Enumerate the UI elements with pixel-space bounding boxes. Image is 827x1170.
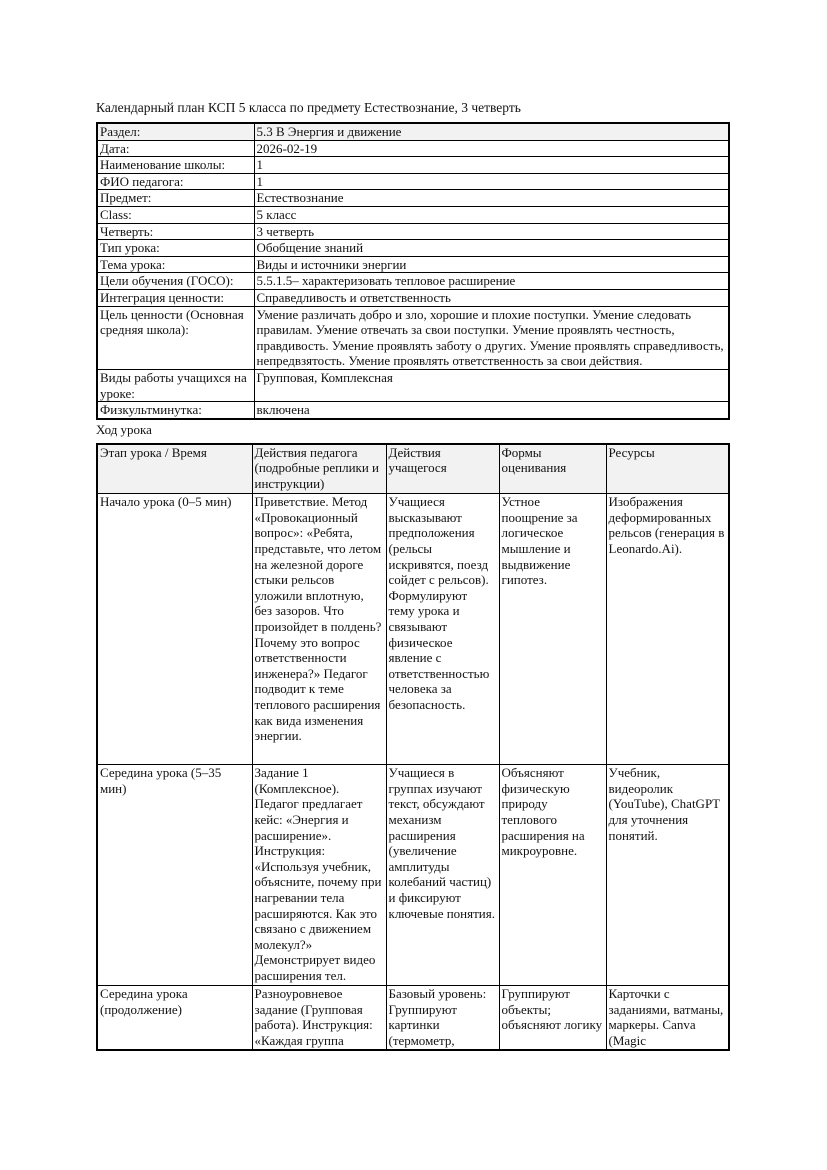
lesson-header-assessment: Формы оценивания	[499, 444, 606, 494]
info-value: 3 четверть	[254, 223, 729, 240]
lesson-cell-student: Учащиеся в группах изучают текст, обсуждают механизм расширения (увеличение амплитуды колебаний частиц) и фиксируют ключевые понятия.	[386, 765, 499, 986]
lesson-cell-teacher: Приветствие. Метод «Провокационный вопрос»: «Ребята, представьте, что летом на железной дороге стыки рельсов уложили вплотную, без зазоров. Что произойдет в полдень? Почему это вопрос ответственности инженера?» Педагог подводит к теме теплового расширения как вида изменения энергии.	[252, 494, 386, 765]
info-value: Справедливость и ответственность	[254, 289, 729, 306]
lesson-header-stage: Этап урока / Время	[97, 444, 252, 494]
info-label: Виды работы учащихся на уроке:	[97, 369, 254, 401]
info-row-razdel	[97, 123, 729, 140]
lesson-cell-assessment: Объясняют физическую природу теплового расширения на микроуровне.	[499, 765, 606, 986]
info-label: Дата:	[97, 140, 254, 157]
info-label: ФИО педагога:	[97, 173, 254, 190]
info-label: Class:	[97, 206, 254, 223]
info-row-subject	[97, 190, 729, 207]
lesson-cell-resources: Карточки с заданиями, ватманы, маркеры. Canva (Magic	[606, 986, 729, 1050]
info-value: 5.3 В Энергия и движение	[254, 123, 729, 140]
info-label: Интеграция ценности:	[97, 289, 254, 306]
info-value: 2026-02-19	[254, 140, 729, 157]
info-label: Тип урока:	[97, 240, 254, 257]
info-value: 1	[254, 157, 729, 174]
info-row-values-integration	[97, 289, 729, 306]
info-value: Обобщение знаний	[254, 240, 729, 257]
info-value: Умение различать добро и зло, хорошие и плохие поступки. Умение следовать правилам. Умение отвечать за свои поступки. Умение проявлять честность, правдивость. Умение проявлять заботу о других. Умение проявлять справедливость, непредвзятость. Умение проявлять ответственность за свои действия.	[254, 306, 729, 369]
info-label: Четверть:	[97, 223, 254, 240]
info-row-lesson-type	[97, 240, 729, 257]
info-row-work-types	[97, 369, 729, 401]
info-row-lesson-topic	[97, 256, 729, 273]
info-value: включена	[254, 402, 729, 419]
lesson-header-row	[97, 444, 729, 494]
lesson-cell-resources: Учебник, видеоролик (YouTube), ChatGPT для уточнения понятий.	[606, 765, 729, 986]
lesson-header-resources: Ресурсы	[606, 444, 729, 494]
lesson-row-middle	[97, 765, 729, 986]
info-value: Групповая, Комплексная	[254, 369, 729, 401]
page-content	[96, 0, 728, 1051]
info-label: Наименование школы:	[97, 157, 254, 174]
info-row-goals	[97, 273, 729, 290]
lesson-cell-assessment: Группируют объекты; объясняют логику	[499, 986, 606, 1050]
info-label: Тема урока:	[97, 256, 254, 273]
info-row-teacher	[97, 173, 729, 190]
lesson-header-student-actions: Действия учащегося	[386, 444, 499, 494]
lesson-row-middle-continued	[97, 986, 729, 1050]
info-label: Физкультминутка:	[97, 402, 254, 419]
info-value: 5 класс	[254, 206, 729, 223]
lesson-cell-resources: Изображения деформированных рельсов (генерация в Leonardo.Ai).	[606, 494, 729, 765]
info-label: Цели обучения (ГОСО):	[97, 273, 254, 290]
lesson-cell-student: Базовый уровень: Группируют картинки (термометр,	[386, 986, 499, 1050]
info-label: Предмет:	[97, 190, 254, 207]
info-row-quarter	[97, 223, 729, 240]
lesson-cell-teacher: Задание 1 (Комплексное). Педагог предлагает кейс: «Энергия и расширение». Инструкция: «Используя учебник, объясните, почему при нагревании тела расширяются. Как это связано с движением молекул?» Демонстрирует видео расширения тел.	[252, 765, 386, 986]
info-label: Раздел:	[97, 123, 254, 140]
info-row-value-goal	[97, 306, 729, 369]
info-table	[96, 122, 730, 420]
lesson-cell-stage: Начало урока (0–5 мин)	[97, 494, 252, 765]
lesson-cell-stage: Середина урока (продолжение)	[97, 986, 252, 1050]
lesson-table	[96, 443, 730, 1051]
info-row-fizkultminutka	[97, 402, 729, 419]
lesson-row-start	[97, 494, 729, 765]
lesson-cell-teacher: Разноуровневое задание (Групповая работа). Инструкция: «Каждая группа	[252, 986, 386, 1050]
info-value: 1	[254, 173, 729, 190]
lesson-cell-stage: Середина урока (5–35 мин)	[97, 765, 252, 986]
info-row-data	[97, 140, 729, 157]
lesson-flow-heading: Ход урока	[96, 421, 152, 437]
info-row-class	[97, 206, 729, 223]
page-title: Календарный план КСП 5 класса по предмету Естествознание, 3 четверть	[96, 100, 521, 115]
info-value: Виды и источники энергии	[254, 256, 729, 273]
lesson-header-teacher-actions: Действия педагога (подробные реплики и инструкции)	[252, 444, 386, 494]
info-row-school	[97, 157, 729, 174]
lesson-cell-student: Учащиеся высказывают предположения (рельсы искривятся, поезд сойдет с рельсов). Формулируют тему урока и связывают физическое явление с ответственностью человека за безопасность.	[386, 494, 499, 765]
info-value: Естествознание	[254, 190, 729, 207]
info-label: Цель ценности (Основная средняя школа):	[97, 306, 254, 369]
lesson-cell-assessment: Устное поощрение за логическое мышление и выдвижение гипотез.	[499, 494, 606, 765]
info-value: 5.5.1.5– характеризовать тепловое расширение	[254, 273, 729, 290]
